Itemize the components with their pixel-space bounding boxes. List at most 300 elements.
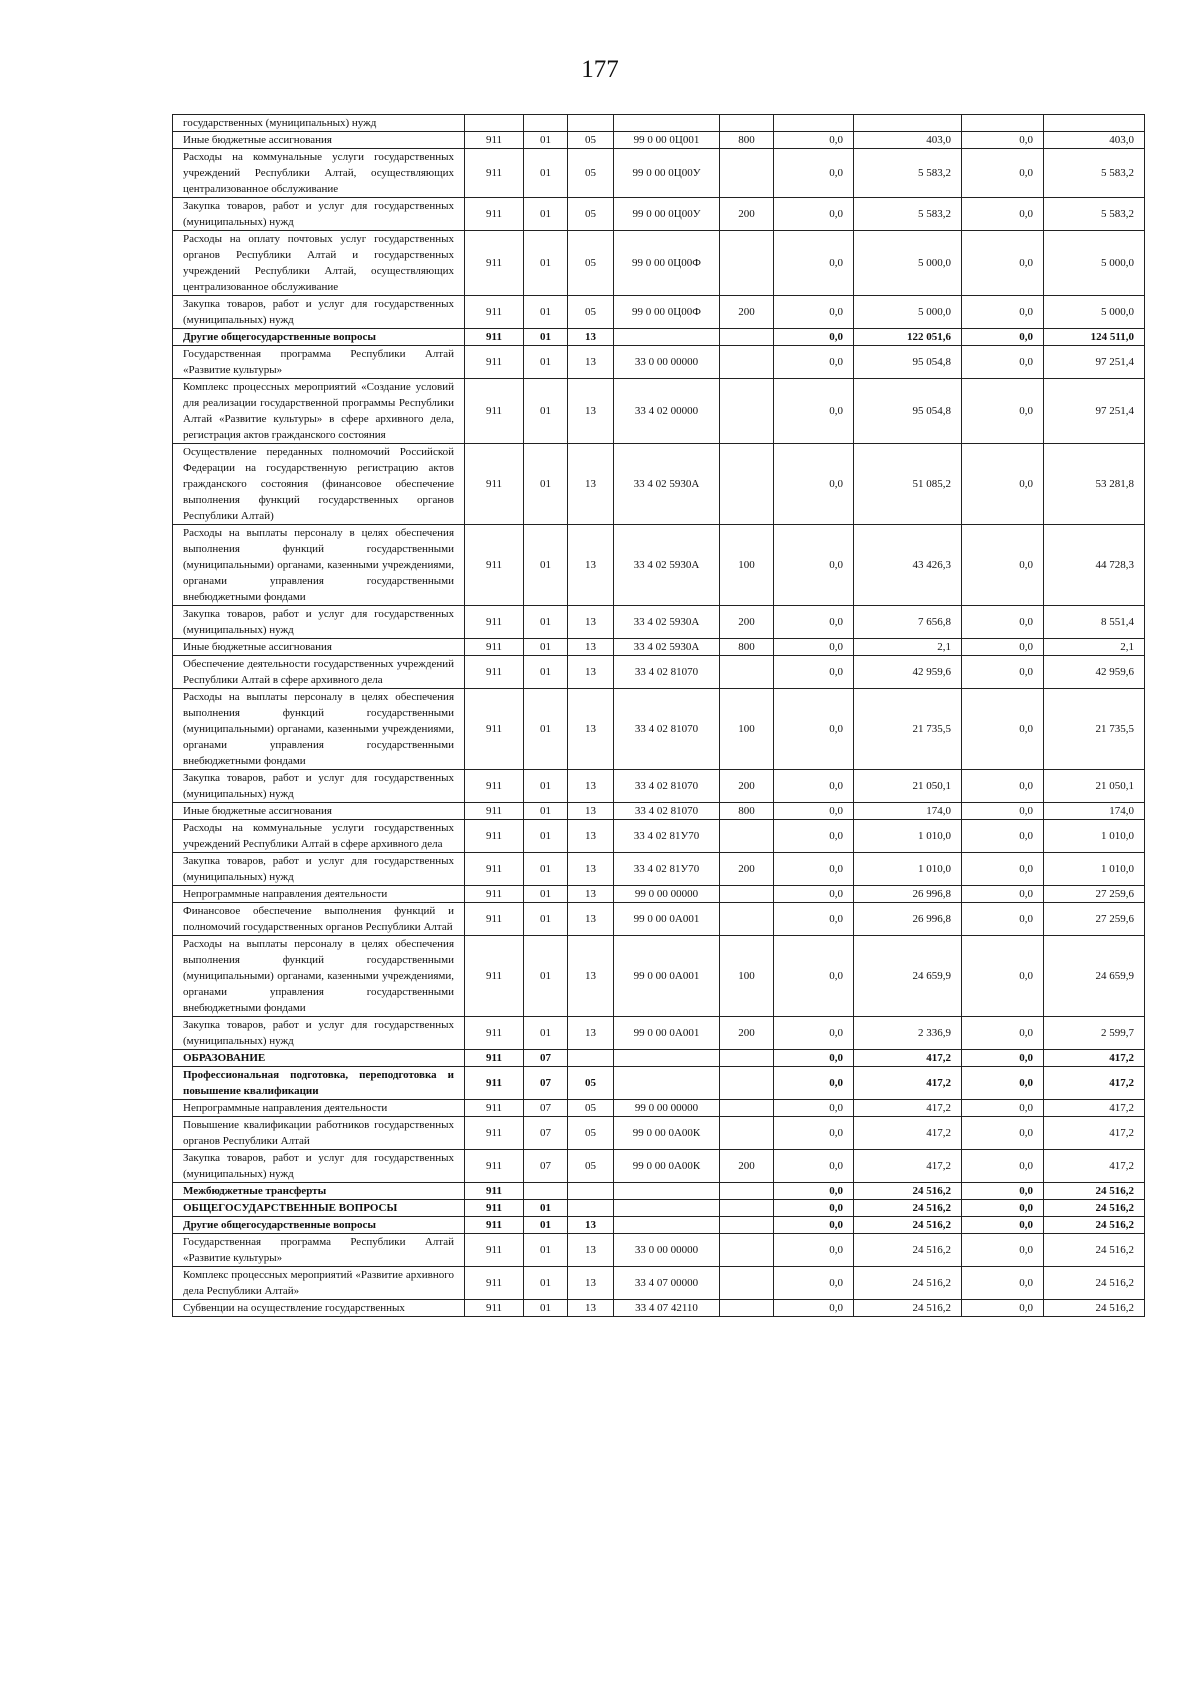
cell-subsection: 05 — [568, 1067, 614, 1100]
cell-target-article: 33 4 02 81070 — [614, 689, 720, 770]
cell-expense-type — [720, 1200, 774, 1217]
cell-name: Другие общегосударственные вопросы — [173, 329, 465, 346]
cell-value-2: 417,2 — [854, 1100, 962, 1117]
cell-ministry-code: 911 — [465, 936, 524, 1017]
cell-target-article: 33 4 02 81У70 — [614, 853, 720, 886]
cell-value-2: 417,2 — [854, 1117, 962, 1150]
cell-value-2: 21 050,1 — [854, 770, 962, 803]
cell-subsection: 13 — [568, 689, 614, 770]
table-row — [173, 132, 1145, 149]
cell-value-4: 24 516,2 — [1044, 1183, 1145, 1200]
cell-expense-type — [720, 1300, 774, 1317]
cell-target-article — [614, 1217, 720, 1234]
cell-ministry-code: 911 — [465, 803, 524, 820]
cell-ministry-code: 911 — [465, 379, 524, 444]
cell-value-1: 0,0 — [774, 1234, 854, 1267]
cell-target-article: 99 0 00 00000 — [614, 886, 720, 903]
cell-name: Закупка товаров, работ и услуг для государственных (муниципальных) нужд — [173, 770, 465, 803]
cell-value-4 — [1044, 115, 1145, 132]
table-row — [173, 606, 1145, 639]
cell-expense-type: 200 — [720, 198, 774, 231]
cell-section: 01 — [524, 639, 568, 656]
cell-ministry-code: 911 — [465, 296, 524, 329]
cell-value-1: 0,0 — [774, 231, 854, 296]
cell-value-2: 24 516,2 — [854, 1183, 962, 1200]
cell-expense-type: 200 — [720, 770, 774, 803]
cell-expense-type — [720, 115, 774, 132]
cell-subsection — [568, 1200, 614, 1217]
cell-section: 01 — [524, 903, 568, 936]
table-row — [173, 115, 1145, 132]
cell-subsection: 13 — [568, 820, 614, 853]
cell-value-3: 0,0 — [962, 132, 1044, 149]
cell-target-article: 33 4 02 81070 — [614, 656, 720, 689]
cell-value-1: 0,0 — [774, 525, 854, 606]
cell-value-2: 417,2 — [854, 1067, 962, 1100]
cell-ministry-code — [465, 115, 524, 132]
cell-value-1: 0,0 — [774, 606, 854, 639]
cell-subsection: 13 — [568, 346, 614, 379]
cell-value-4: 97 251,4 — [1044, 379, 1145, 444]
cell-name: Финансовое обеспечение выполнения функций и полномочий государственных органов Республики Алтай — [173, 903, 465, 936]
cell-value-4: 27 259,6 — [1044, 886, 1145, 903]
cell-subsection: 13 — [568, 525, 614, 606]
cell-name: Непрограммные направления деятельности — [173, 1100, 465, 1117]
cell-expense-type — [720, 656, 774, 689]
cell-value-2: 2,1 — [854, 639, 962, 656]
cell-section: 07 — [524, 1050, 568, 1067]
cell-ministry-code: 911 — [465, 1300, 524, 1317]
cell-section: 01 — [524, 329, 568, 346]
cell-value-4: 21 050,1 — [1044, 770, 1145, 803]
cell-name: Закупка товаров, работ и услуг для государственных (муниципальных) нужд — [173, 296, 465, 329]
cell-ministry-code: 911 — [465, 1100, 524, 1117]
cell-value-1: 0,0 — [774, 1300, 854, 1317]
table-row — [173, 1050, 1145, 1067]
cell-name: Другие общегосударственные вопросы — [173, 1217, 465, 1234]
cell-value-2: 51 085,2 — [854, 444, 962, 525]
cell-subsection: 05 — [568, 132, 614, 149]
cell-target-article: 99 0 00 0Ц00Ф — [614, 296, 720, 329]
cell-value-3: 0,0 — [962, 1100, 1044, 1117]
cell-name: Закупка товаров, работ и услуг для государственных (муниципальных) нужд — [173, 606, 465, 639]
cell-value-4: 2,1 — [1044, 639, 1145, 656]
cell-value-1: 0,0 — [774, 198, 854, 231]
table-row — [173, 296, 1145, 329]
cell-subsection: 13 — [568, 379, 614, 444]
cell-expense-type: 200 — [720, 853, 774, 886]
cell-expense-type — [720, 1067, 774, 1100]
cell-value-4: 8 551,4 — [1044, 606, 1145, 639]
cell-name: Комплекс процессных мероприятий «Развитие архивного дела Республики Алтай» — [173, 1267, 465, 1300]
cell-name: Расходы на оплату почтовых услуг государственных органов Республики Алтай и государственных учреждений Республики Алтай, осуществляющих централизованное обслуживание — [173, 231, 465, 296]
cell-value-3: 0,0 — [962, 444, 1044, 525]
cell-expense-type — [720, 329, 774, 346]
cell-section: 01 — [524, 820, 568, 853]
cell-value-3: 0,0 — [962, 329, 1044, 346]
cell-name: Иные бюджетные ассигнования — [173, 132, 465, 149]
cell-section: 01 — [524, 1267, 568, 1300]
cell-value-3: 0,0 — [962, 820, 1044, 853]
page-number: 177 — [581, 56, 619, 83]
budget-table — [172, 114, 1145, 1317]
cell-target-article: 99 0 00 0А001 — [614, 936, 720, 1017]
cell-ministry-code: 911 — [465, 525, 524, 606]
cell-value-2: 42 959,6 — [854, 656, 962, 689]
cell-expense-type: 800 — [720, 639, 774, 656]
cell-name: Иные бюджетные ассигнования — [173, 803, 465, 820]
cell-value-4: 174,0 — [1044, 803, 1145, 820]
table-row — [173, 231, 1145, 296]
cell-section — [524, 1183, 568, 1200]
cell-expense-type: 200 — [720, 1017, 774, 1050]
cell-value-3: 0,0 — [962, 1267, 1044, 1300]
cell-section: 07 — [524, 1150, 568, 1183]
cell-expense-type — [720, 379, 774, 444]
cell-ministry-code: 911 — [465, 231, 524, 296]
cell-value-1 — [774, 115, 854, 132]
cell-value-3: 0,0 — [962, 231, 1044, 296]
table-row — [173, 1300, 1145, 1317]
cell-subsection: 13 — [568, 1217, 614, 1234]
cell-name: ОБРАЗОВАНИЕ — [173, 1050, 465, 1067]
cell-value-2: 417,2 — [854, 1050, 962, 1067]
cell-target-article — [614, 329, 720, 346]
cell-value-1: 0,0 — [774, 886, 854, 903]
cell-value-2: 5 000,0 — [854, 296, 962, 329]
cell-name: Закупка товаров, работ и услуг для государственных (муниципальных) нужд — [173, 1017, 465, 1050]
cell-name: Межбюджетные трансферты — [173, 1183, 465, 1200]
cell-section: 07 — [524, 1067, 568, 1100]
table-row — [173, 853, 1145, 886]
cell-value-2: 1 010,0 — [854, 853, 962, 886]
cell-target-article — [614, 1050, 720, 1067]
cell-section: 01 — [524, 1017, 568, 1050]
cell-ministry-code: 911 — [465, 853, 524, 886]
cell-value-4: 24 516,2 — [1044, 1267, 1145, 1300]
cell-subsection: 05 — [568, 1150, 614, 1183]
cell-target-article: 99 0 00 0Ц00У — [614, 198, 720, 231]
cell-value-1: 0,0 — [774, 1117, 854, 1150]
cell-subsection: 13 — [568, 656, 614, 689]
table-row — [173, 525, 1145, 606]
cell-value-2: 5 583,2 — [854, 149, 962, 198]
cell-name: Расходы на выплаты персоналу в целях обеспечения выполнения функций государственными (муниципальными) органами, казенными учреждениями, органами управления государственными внебюджетными фондами — [173, 936, 465, 1017]
cell-value-4: 42 959,6 — [1044, 656, 1145, 689]
cell-value-2: 5 583,2 — [854, 198, 962, 231]
cell-target-article: 33 4 02 5930А — [614, 444, 720, 525]
cell-ministry-code: 911 — [465, 886, 524, 903]
cell-section: 01 — [524, 149, 568, 198]
cell-value-3: 0,0 — [962, 770, 1044, 803]
table-row — [173, 1267, 1145, 1300]
cell-subsection: 05 — [568, 1100, 614, 1117]
cell-section: 07 — [524, 1100, 568, 1117]
cell-name: Расходы на коммунальные услуги государственных учреждений Республики Алтай в сфере архивного дела — [173, 820, 465, 853]
cell-subsection: 13 — [568, 1267, 614, 1300]
cell-ministry-code: 911 — [465, 689, 524, 770]
cell-section: 01 — [524, 132, 568, 149]
cell-target-article — [614, 1200, 720, 1217]
cell-target-article: 99 0 00 0Ц001 — [614, 132, 720, 149]
cell-subsection: 13 — [568, 1017, 614, 1050]
cell-value-3: 0,0 — [962, 803, 1044, 820]
cell-value-2: 7 656,8 — [854, 606, 962, 639]
cell-subsection: 13 — [568, 329, 614, 346]
table-row — [173, 820, 1145, 853]
cell-subsection: 05 — [568, 231, 614, 296]
cell-value-2: 95 054,8 — [854, 346, 962, 379]
cell-value-1: 0,0 — [774, 1050, 854, 1067]
table-row — [173, 803, 1145, 820]
cell-value-1: 0,0 — [774, 820, 854, 853]
cell-value-3: 0,0 — [962, 689, 1044, 770]
cell-value-1: 0,0 — [774, 770, 854, 803]
cell-expense-type — [720, 820, 774, 853]
cell-section: 01 — [524, 1300, 568, 1317]
cell-ministry-code: 911 — [465, 903, 524, 936]
cell-value-2: 1 010,0 — [854, 820, 962, 853]
cell-target-article: 99 0 00 0А00К — [614, 1150, 720, 1183]
cell-value-2: 122 051,6 — [854, 329, 962, 346]
cell-name: Расходы на выплаты персоналу в целях обеспечения выполнения функций государственными (муниципальными) органами, казенными учреждениями, органами управления государственными внебюджетными фондами — [173, 525, 465, 606]
cell-expense-type — [720, 1183, 774, 1200]
cell-ministry-code: 911 — [465, 149, 524, 198]
cell-section: 01 — [524, 379, 568, 444]
table-row — [173, 1067, 1145, 1100]
cell-ministry-code: 911 — [465, 770, 524, 803]
cell-target-article: 33 0 00 00000 — [614, 346, 720, 379]
cell-value-1: 0,0 — [774, 132, 854, 149]
table-row — [173, 1217, 1145, 1234]
cell-subsection: 13 — [568, 853, 614, 886]
cell-value-3: 0,0 — [962, 1300, 1044, 1317]
cell-value-3: 0,0 — [962, 198, 1044, 231]
cell-value-2: 24 516,2 — [854, 1267, 962, 1300]
cell-section: 01 — [524, 231, 568, 296]
cell-value-2: 24 516,2 — [854, 1300, 962, 1317]
cell-name: Осуществление переданных полномочий Российской Федерации на государственную регистрацию актов гражданского состояния (финансовое обеспечение выполнения функций государственных органов Республики Алтай) — [173, 444, 465, 525]
cell-value-4: 5 583,2 — [1044, 149, 1145, 198]
cell-name: Государственная программа Республики Алтай «Развитие культуры» — [173, 346, 465, 379]
cell-value-1: 0,0 — [774, 1150, 854, 1183]
cell-value-3: 0,0 — [962, 886, 1044, 903]
cell-name: Государственная программа Республики Алтай «Развитие культуры» — [173, 1234, 465, 1267]
cell-value-4: 124 511,0 — [1044, 329, 1145, 346]
cell-ministry-code: 911 — [465, 1183, 524, 1200]
table-row — [173, 936, 1145, 1017]
cell-subsection: 13 — [568, 1234, 614, 1267]
cell-value-4: 53 281,8 — [1044, 444, 1145, 525]
cell-value-4: 403,0 — [1044, 132, 1145, 149]
cell-target-article: 33 4 02 81У70 — [614, 820, 720, 853]
cell-section: 01 — [524, 1200, 568, 1217]
cell-subsection: 13 — [568, 886, 614, 903]
cell-value-4: 24 659,9 — [1044, 936, 1145, 1017]
cell-ministry-code: 911 — [465, 1117, 524, 1150]
cell-value-3: 0,0 — [962, 1017, 1044, 1050]
cell-value-3: 0,0 — [962, 525, 1044, 606]
cell-expense-type — [720, 1217, 774, 1234]
cell-target-article: 99 0 00 0А001 — [614, 903, 720, 936]
cell-ministry-code: 911 — [465, 606, 524, 639]
cell-expense-type: 100 — [720, 936, 774, 1017]
table-row — [173, 1100, 1145, 1117]
cell-ministry-code: 911 — [465, 1234, 524, 1267]
cell-value-2: 5 000,0 — [854, 231, 962, 296]
cell-name: Непрограммные направления деятельности — [173, 886, 465, 903]
cell-name: Иные бюджетные ассигнования — [173, 639, 465, 656]
cell-value-4: 417,2 — [1044, 1150, 1145, 1183]
table-row — [173, 1017, 1145, 1050]
cell-name: Обеспечение деятельности государственных учреждений Республики Алтай в сфере архивного дела — [173, 656, 465, 689]
cell-value-2: 95 054,8 — [854, 379, 962, 444]
cell-subsection — [568, 115, 614, 132]
cell-expense-type: 800 — [720, 132, 774, 149]
cell-value-4: 5 000,0 — [1044, 231, 1145, 296]
cell-value-1: 0,0 — [774, 444, 854, 525]
cell-section: 01 — [524, 606, 568, 639]
cell-target-article: 33 4 02 81070 — [614, 803, 720, 820]
cell-value-2: 24 659,9 — [854, 936, 962, 1017]
cell-expense-type: 100 — [720, 689, 774, 770]
cell-value-1: 0,0 — [774, 853, 854, 886]
cell-ministry-code: 911 — [465, 1150, 524, 1183]
cell-target-article: 99 0 00 0А00К — [614, 1117, 720, 1150]
cell-ministry-code: 911 — [465, 444, 524, 525]
cell-section: 01 — [524, 656, 568, 689]
cell-value-1: 0,0 — [774, 803, 854, 820]
cell-expense-type: 200 — [720, 606, 774, 639]
cell-ministry-code: 911 — [465, 1017, 524, 1050]
cell-section: 01 — [524, 296, 568, 329]
cell-value-3: 0,0 — [962, 1234, 1044, 1267]
table-row — [173, 1117, 1145, 1150]
cell-value-1: 0,0 — [774, 329, 854, 346]
cell-name: Комплекс процессных мероприятий «Создание условий для реализации государственной программы Республики Алтай «Развитие культуры» в сфере архивного дела, регистрация актов гражданского состояния — [173, 379, 465, 444]
cell-value-4: 417,2 — [1044, 1050, 1145, 1067]
cell-section: 01 — [524, 198, 568, 231]
cell-value-1: 0,0 — [774, 1200, 854, 1217]
cell-value-4: 417,2 — [1044, 1100, 1145, 1117]
cell-value-1: 0,0 — [774, 1217, 854, 1234]
cell-target-article — [614, 1183, 720, 1200]
cell-value-2: 43 426,3 — [854, 525, 962, 606]
cell-value-1: 0,0 — [774, 936, 854, 1017]
cell-value-2 — [854, 115, 962, 132]
cell-value-3: 0,0 — [962, 346, 1044, 379]
cell-value-2: 24 516,2 — [854, 1217, 962, 1234]
cell-value-3: 0,0 — [962, 1200, 1044, 1217]
cell-target-article — [614, 115, 720, 132]
cell-expense-type: 200 — [720, 296, 774, 329]
cell-section: 01 — [524, 1234, 568, 1267]
cell-value-3: 0,0 — [962, 1117, 1044, 1150]
cell-ministry-code: 911 — [465, 1217, 524, 1234]
cell-expense-type: 100 — [720, 525, 774, 606]
cell-value-2: 24 516,2 — [854, 1234, 962, 1267]
cell-value-1: 0,0 — [774, 296, 854, 329]
cell-ministry-code: 911 — [465, 639, 524, 656]
cell-section: 01 — [524, 936, 568, 1017]
cell-ministry-code: 911 — [465, 656, 524, 689]
cell-subsection: 13 — [568, 606, 614, 639]
cell-value-3: 0,0 — [962, 1183, 1044, 1200]
cell-value-1: 0,0 — [774, 346, 854, 379]
cell-value-3: 0,0 — [962, 606, 1044, 639]
cell-target-article: 33 4 02 81070 — [614, 770, 720, 803]
cell-value-1: 0,0 — [774, 379, 854, 444]
cell-section: 01 — [524, 886, 568, 903]
cell-ministry-code: 911 — [465, 132, 524, 149]
cell-name: государственных (муниципальных) нужд — [173, 115, 465, 132]
cell-target-article: 33 4 02 5930А — [614, 606, 720, 639]
cell-expense-type — [720, 1100, 774, 1117]
table-row — [173, 329, 1145, 346]
cell-expense-type — [720, 1117, 774, 1150]
cell-value-4: 24 516,2 — [1044, 1217, 1145, 1234]
cell-section: 07 — [524, 1117, 568, 1150]
cell-value-2: 417,2 — [854, 1150, 962, 1183]
cell-value-2: 26 996,8 — [854, 903, 962, 936]
cell-value-4: 27 259,6 — [1044, 903, 1145, 936]
cell-ministry-code: 911 — [465, 1067, 524, 1100]
cell-value-2: 174,0 — [854, 803, 962, 820]
cell-value-1: 0,0 — [774, 1183, 854, 1200]
table-row — [173, 903, 1145, 936]
cell-expense-type — [720, 1050, 774, 1067]
cell-value-4: 417,2 — [1044, 1117, 1145, 1150]
cell-section: 01 — [524, 525, 568, 606]
table-row — [173, 639, 1145, 656]
cell-expense-type: 800 — [720, 803, 774, 820]
cell-ministry-code: 911 — [465, 329, 524, 346]
table-row — [173, 379, 1145, 444]
cell-value-4: 5 583,2 — [1044, 198, 1145, 231]
table-row — [173, 198, 1145, 231]
cell-value-4: 2 599,7 — [1044, 1017, 1145, 1050]
table-row — [173, 770, 1145, 803]
cell-value-4: 24 516,2 — [1044, 1200, 1145, 1217]
cell-section: 01 — [524, 689, 568, 770]
cell-value-4: 1 010,0 — [1044, 820, 1145, 853]
cell-value-1: 0,0 — [774, 656, 854, 689]
cell-value-3: 0,0 — [962, 1067, 1044, 1100]
cell-subsection: 13 — [568, 444, 614, 525]
cell-value-3: 0,0 — [962, 379, 1044, 444]
cell-target-article: 33 4 02 5930А — [614, 525, 720, 606]
cell-subsection: 05 — [568, 1117, 614, 1150]
cell-subsection — [568, 1050, 614, 1067]
cell-target-article: 33 4 07 42110 — [614, 1300, 720, 1317]
cell-target-article: 33 4 02 5930А — [614, 639, 720, 656]
cell-name: Закупка товаров, работ и услуг для государственных (муниципальных) нужд — [173, 198, 465, 231]
cell-value-4: 21 735,5 — [1044, 689, 1145, 770]
cell-value-2: 24 516,2 — [854, 1200, 962, 1217]
cell-expense-type — [720, 444, 774, 525]
cell-name: Профессиональная подготовка, переподготовка и повышение квалификации — [173, 1067, 465, 1100]
cell-expense-type — [720, 346, 774, 379]
cell-name: ОБЩЕГОСУДАРСТВЕННЫЕ ВОПРОСЫ — [173, 1200, 465, 1217]
cell-name: Расходы на выплаты персоналу в целях обеспечения выполнения функций государственными (муниципальными) органами, казенными учреждениями, органами управления государственными внебюджетными фондами — [173, 689, 465, 770]
cell-expense-type — [720, 903, 774, 936]
cell-value-3: 0,0 — [962, 903, 1044, 936]
cell-value-4: 44 728,3 — [1044, 525, 1145, 606]
cell-target-article: 99 0 00 00000 — [614, 1100, 720, 1117]
cell-target-article: 99 0 00 0Ц00У — [614, 149, 720, 198]
cell-expense-type — [720, 1234, 774, 1267]
cell-ministry-code: 911 — [465, 1200, 524, 1217]
